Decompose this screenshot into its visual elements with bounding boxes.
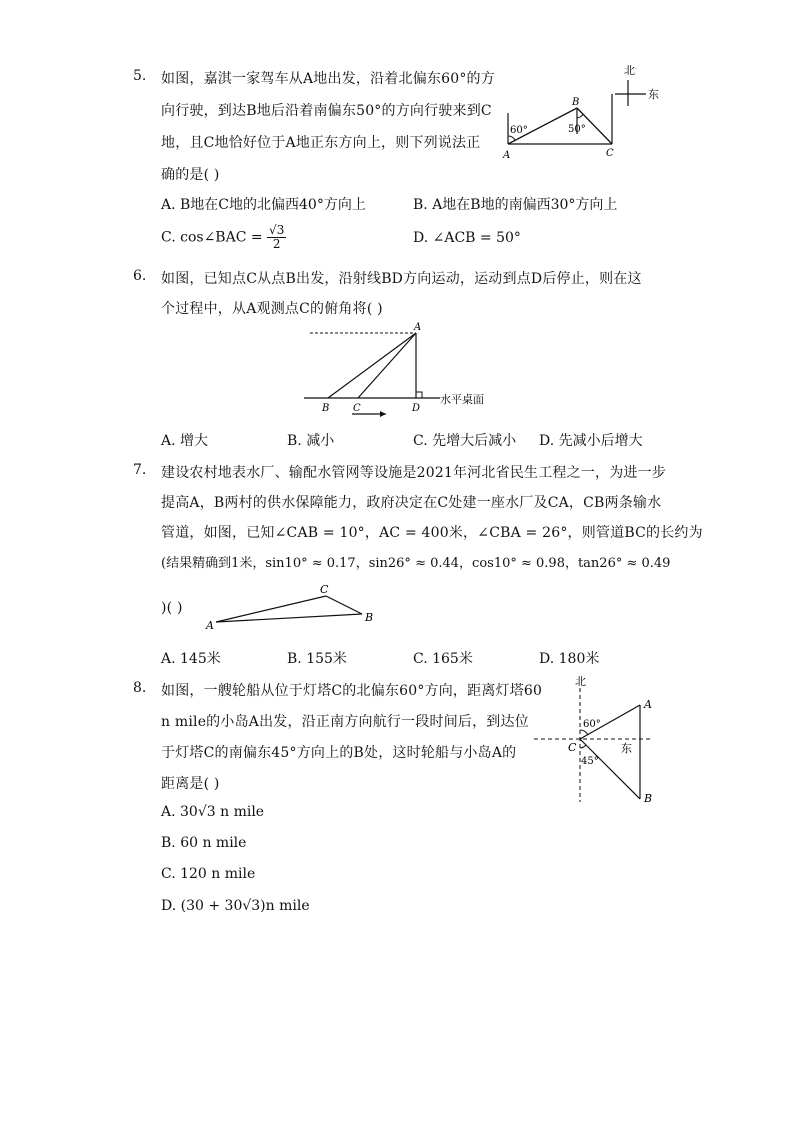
option-c[interactable]: [161, 224, 286, 251]
question-text-line: 提高A，B两村的供水保障能力，政府决定在C处建一座水厂及CA，CB两条输水: [161, 495, 662, 511]
option-d[interactable]: D. ∠ACB = 50°: [413, 230, 521, 246]
option-a[interactable]: A. B地在C地的北偏西40°方向上: [161, 197, 366, 213]
question-number: 8.: [133, 680, 147, 696]
segment-cb: [326, 596, 362, 614]
question-text-line: )( ): [161, 600, 183, 616]
figure-q8: [528, 672, 668, 808]
option-b[interactable]: B. A地在B地的南偏西30°方向上: [413, 197, 618, 213]
question-text-line: 确的是( ): [161, 167, 220, 183]
question-text-line: 于灯塔C的南偏东45°方向上的B处，这时轮船与小岛A的: [161, 745, 517, 761]
compass-east-label: 东: [648, 88, 659, 101]
question-text-line: (结果精确到1米，sin10° ≈ 0.17，sin26° ≈ 0.44，cos10° ≈ 0.98，tan26° ≈ 0.49: [161, 556, 671, 571]
question-text-line: 如图，已知点C从点B出发，沿射线BD方向运动，运动到点D后停止，则在这: [161, 271, 642, 287]
angle-label: 60°: [510, 125, 528, 136]
question-text-line: n mile的小岛A出发，沿正南方向航行一段时间后，到达位: [161, 714, 529, 730]
segment-ac: [216, 596, 326, 622]
option-b[interactable]: B. 155米: [287, 651, 347, 667]
option-d[interactable]: D. 先减小后增大: [539, 433, 643, 449]
point-label-c: C: [568, 741, 577, 754]
point-label-c: C: [353, 403, 361, 414]
right-angle-mark: [416, 392, 422, 398]
option-b[interactable]: B. 60 n mile: [161, 835, 247, 851]
point-label-c: C: [320, 583, 329, 596]
angle-label: 60°: [583, 719, 601, 730]
compass-north-label: 北: [624, 64, 635, 77]
angle-arc: [577, 114, 583, 118]
question-text-line: 管道，如图，已知∠CAB = 10°，AC = 400米，∠CBA = 26°，则管道BC的长约为: [161, 525, 703, 541]
point-label-b: B: [572, 97, 580, 108]
question-text-line: 向行驶，到达B地后沿着南偏东50°的方向行驶来到C: [161, 103, 492, 119]
east-label: 东: [621, 742, 632, 755]
segment-ac: [358, 333, 416, 398]
question-text-line: 如图，嘉淇一家驾车从A地出发，沿着北偏东60°的方: [161, 71, 495, 87]
fraction: [267, 224, 286, 251]
segment-ab: [328, 333, 416, 398]
arrow-head: [380, 411, 386, 417]
angle-arc: [580, 730, 588, 735]
question-text-line: 距离是( ): [161, 776, 220, 792]
point-label-a: A: [503, 150, 511, 161]
question-text-line: 如图，一艘轮船从位于灯塔C的北偏东60°方向，距离灯塔60: [161, 683, 543, 699]
point-label-b: B: [322, 403, 330, 414]
option-c[interactable]: C. 165米: [413, 651, 473, 667]
question-number: 7.: [133, 462, 147, 478]
figure-q7: [202, 582, 382, 632]
point-label-b: B: [365, 611, 374, 624]
angle-label: 45°: [581, 756, 599, 767]
option-a[interactable]: A. 145米: [161, 651, 221, 667]
option-c-label: C. cos∠BAC =: [161, 229, 268, 246]
point-label-b: B: [644, 792, 653, 805]
question-number: 6.: [133, 268, 147, 284]
table-label: 水平桌面: [440, 393, 484, 406]
point-label-c: C: [606, 148, 614, 159]
option-b[interactable]: B. 减小: [287, 433, 335, 449]
point-label-a: A: [414, 322, 422, 333]
angle-arc: [508, 136, 515, 140]
question-number: 5.: [133, 68, 147, 84]
segment-ab: [216, 614, 362, 622]
fraction-denominator: 2: [272, 237, 281, 251]
point-label-d: D: [412, 403, 421, 414]
fraction-numerator: √3: [269, 223, 285, 237]
point-label-a: A: [644, 698, 652, 711]
figure-q5: [498, 58, 670, 162]
north-label: 北: [575, 675, 586, 688]
option-a[interactable]: A. 30√3 n mile: [161, 804, 265, 820]
option-a[interactable]: A. 增大: [161, 433, 209, 449]
option-c[interactable]: C. 120 n mile: [161, 866, 256, 882]
question-text-line: 地，且C地恰好位于A地正东方向上，则下列说法正: [161, 135, 481, 151]
figure-q6: [300, 318, 500, 422]
angle-label: 50°: [568, 124, 586, 135]
point-label-a: A: [206, 619, 214, 632]
option-d[interactable]: D. 180米: [539, 651, 600, 667]
option-c[interactable]: C. 先增大后减小: [413, 433, 517, 449]
question-text-line: 建设农村地表水厂、输配水管网等设施是2021年河北省民生工程之一，为进一步: [161, 465, 667, 481]
angle-arc: [580, 745, 586, 748]
option-d[interactable]: D. (30 + 30√3)n mile: [161, 898, 310, 914]
question-text-line: 个过程中，从A观测点C的俯角将( ): [161, 301, 383, 317]
